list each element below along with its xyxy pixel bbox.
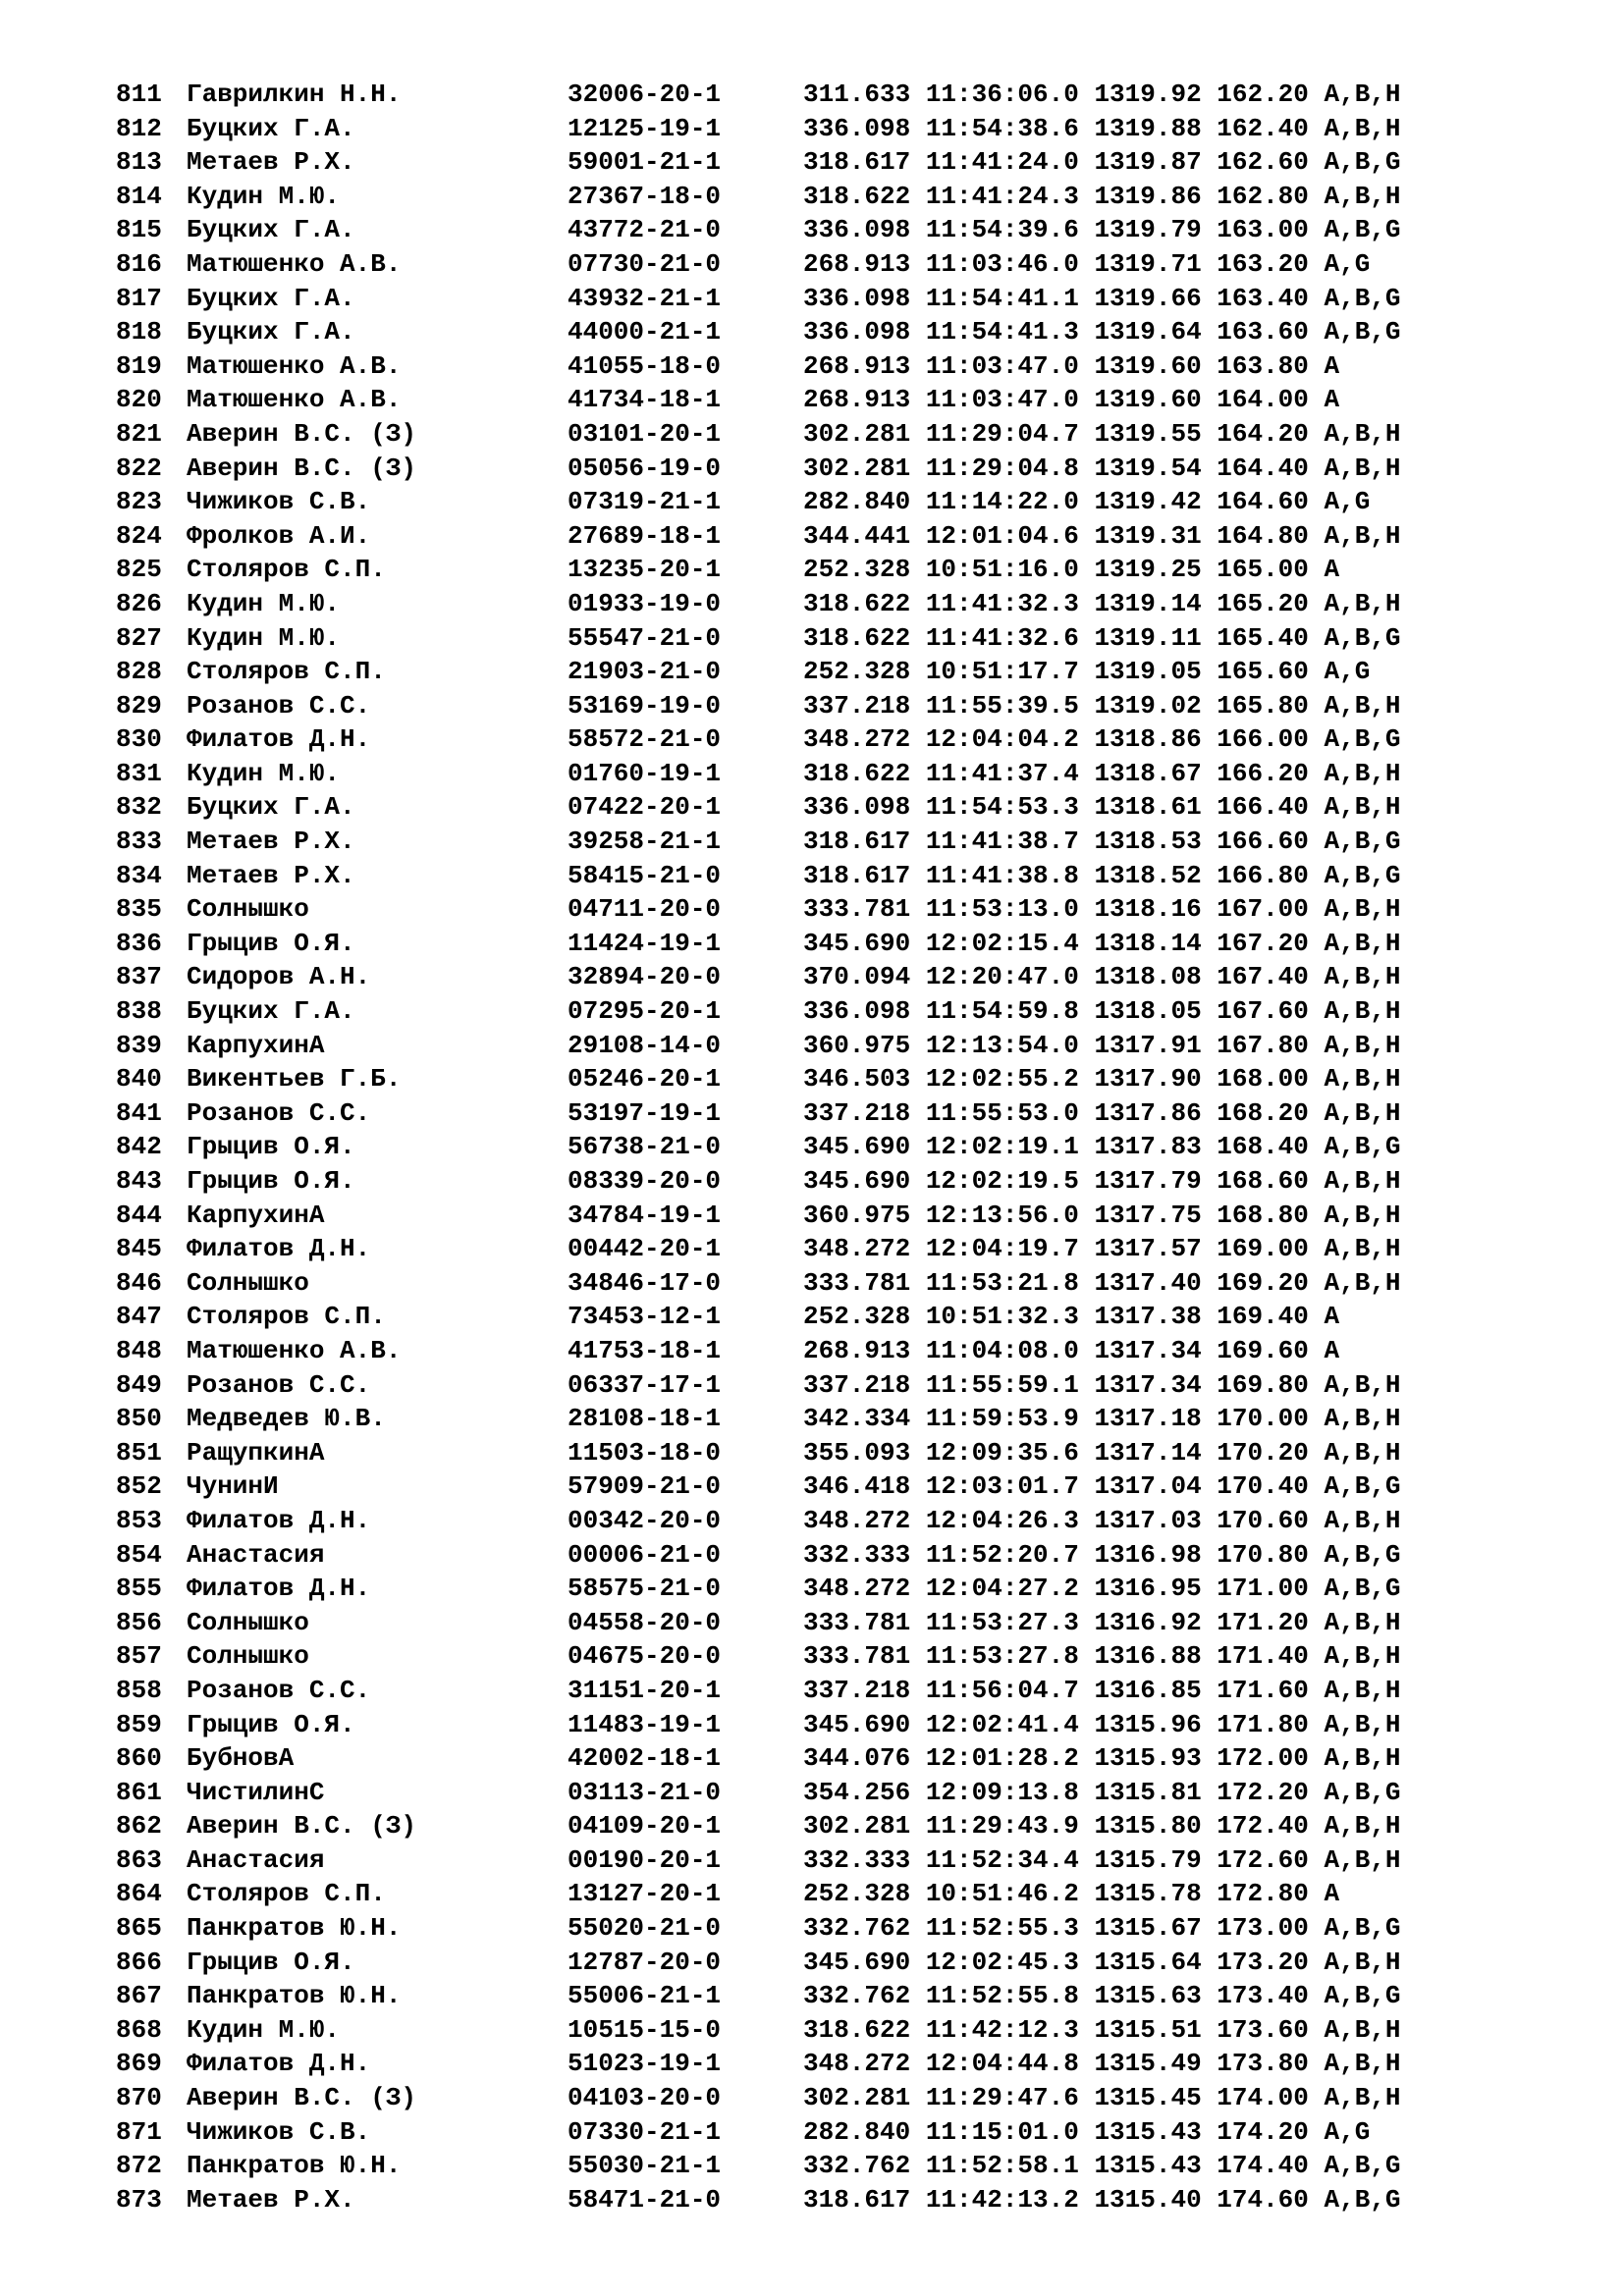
measurement-values: 252.328 10:51:17.7 1319.05 165.60 A,G: [803, 657, 1371, 687]
record-id: 41734-18-1: [568, 385, 722, 415]
measurement-values: 302.281 11:29:04.8 1319.54 164.40 A,B,H: [803, 453, 1401, 483]
observer-name: РащупкинА: [187, 1437, 325, 1468]
row-number: 863: [116, 1844, 162, 1875]
record-id: 39258-21-1: [568, 827, 722, 857]
record-id: 21903-21-0: [568, 657, 722, 687]
record-id: 10515-15-0: [568, 2014, 722, 2045]
row-number: 857: [116, 1641, 162, 1672]
observer-name: Розанов С.С.: [187, 1097, 371, 1128]
record-id: 42002-18-1: [568, 1743, 722, 1774]
record-id: 05056-19-0: [568, 453, 722, 483]
observer-name: Аверин В.С. (З): [187, 2083, 417, 2113]
measurement-values: 268.913 11:03:47.0 1319.60 163.80 A: [803, 350, 1340, 381]
observer-name: Сидоров А.Н.: [187, 962, 371, 992]
record-id: 32006-20-1: [568, 80, 722, 109]
measurement-values: 348.272 12:04:27.2 1316.95 171.00 A,B,G: [803, 1574, 1401, 1604]
observer-name: Панкратов Ю.Н.: [187, 1913, 402, 1944]
row-number: 825: [116, 555, 162, 585]
record-id: 00006-21-0: [568, 1539, 722, 1570]
observer-name: Матюшенко А.В.: [187, 350, 402, 381]
measurement-values: 345.690 12:02:15.4 1318.14 167.20 A,B,H: [803, 928, 1401, 958]
row-number: 828: [116, 657, 162, 687]
row-number: 834: [116, 860, 162, 890]
observer-name: Панкратов Ю.Н.: [187, 1981, 402, 2011]
row-number: 844: [116, 1200, 162, 1230]
record-id: 13127-20-1: [568, 1879, 722, 1909]
row-number: 861: [116, 1777, 162, 1807]
row-number: 817: [116, 283, 162, 313]
observer-name: Столяров С.П.: [187, 657, 386, 687]
row-number: 815: [116, 215, 162, 245]
record-id: 58415-21-0: [568, 860, 722, 890]
row-number: 849: [116, 1369, 162, 1400]
measurement-values: 336.098 11:54:38.6 1319.88 162.40 A,B,H: [803, 113, 1401, 143]
observer-name: Буцких Г.А.: [187, 215, 355, 245]
measurement-values: 336.098 11:54:53.3 1318.61 166.40 A,B,H: [803, 792, 1401, 823]
row-number: 823: [116, 487, 162, 517]
measurement-values: 302.281 11:29:04.7 1319.55 164.20 A,B,H: [803, 418, 1401, 449]
record-id: 55020-21-0: [568, 1913, 722, 1944]
measurement-values: 348.272 12:04:04.2 1318.86 166.00 A,B,G: [803, 724, 1401, 755]
row-number: 835: [116, 894, 162, 925]
observer-name: Солнышко: [187, 1607, 309, 1637]
observer-name: Фролков А.И.: [187, 520, 371, 551]
row-number: 872: [116, 2151, 162, 2181]
row-number: 822: [116, 453, 162, 483]
observer-name: Матюшенко А.В.: [187, 1335, 402, 1365]
measurement-values: 336.098 11:54:39.6 1319.79 163.00 A,B,G: [803, 215, 1401, 245]
record-id: 73453-12-1: [568, 1302, 722, 1332]
measurement-values: 332.333 11:52:34.4 1315.79 172.60 A,B,H: [803, 1844, 1401, 1875]
record-id: 27689-18-1: [568, 520, 722, 551]
measurement-values: 302.281 11:29:43.9 1315.80 172.40 A,B,H: [803, 1811, 1401, 1842]
row-number: 865: [116, 1913, 162, 1944]
observer-name: ЧистилинС: [187, 1777, 325, 1807]
record-id: 05246-20-1: [568, 1064, 722, 1095]
row-number: 858: [116, 1675, 162, 1705]
row-number: 847: [116, 1302, 162, 1332]
record-id: 04103-20-0: [568, 2083, 722, 2113]
measurement-values: 360.975 12:13:54.0 1317.91 167.80 A,B,H: [803, 1030, 1401, 1060]
observer-name: Метаев Р.Х.: [187, 827, 355, 857]
record-id: 34846-17-0: [568, 1267, 722, 1298]
row-number: 820: [116, 385, 162, 415]
row-number: 831: [116, 758, 162, 788]
observer-name: Солнышко: [187, 1267, 309, 1298]
record-id: 12125-19-1: [568, 113, 722, 143]
observer-name: Метаев Р.Х.: [187, 860, 355, 890]
measurement-values: 318.622 11:41:24.3 1319.86 162.80 A,B,H: [803, 181, 1401, 211]
observer-name: Буцких Г.А.: [187, 283, 355, 313]
measurement-values: 333.781 11:53:27.8 1316.88 171.40 A,B,H: [803, 1641, 1401, 1672]
row-number: 826: [116, 588, 162, 618]
row-number: 821: [116, 418, 162, 449]
row-number: 845: [116, 1234, 162, 1264]
measurement-values: 333.781 11:53:21.8 1317.40 169.20 A,B,H: [803, 1267, 1401, 1298]
measurement-values: 342.334 11:59:53.9 1317.18 170.00 A,B,H: [803, 1404, 1401, 1434]
row-number: 868: [116, 2014, 162, 2045]
observer-name: Столяров С.П.: [187, 1302, 386, 1332]
row-number: 873: [116, 2184, 162, 2215]
record-id: 04711-20-0: [568, 894, 722, 925]
measurement-values: 332.333 11:52:20.7 1316.98 170.80 A,B,G: [803, 1539, 1401, 1570]
observer-name: Буцких Г.А.: [187, 792, 355, 823]
record-id: 53197-19-1: [568, 1097, 722, 1128]
record-id: 00442-20-1: [568, 1234, 722, 1264]
measurement-values: 337.218 11:55:39.5 1319.02 165.80 A,B,H: [803, 690, 1401, 721]
measurement-values: 346.503 12:02:55.2 1317.90 168.00 A,B,H: [803, 1064, 1401, 1095]
row-number: 812: [116, 113, 162, 143]
record-id: 01760-19-1: [568, 758, 722, 788]
measurement-values: 318.622 11:42:12.3 1315.51 173.60 A,B,H: [803, 2014, 1401, 2045]
record-id: 57909-21-0: [568, 1471, 722, 1502]
row-number: 813: [116, 147, 162, 178]
observer-name: Грыцив О.Я.: [187, 1709, 355, 1739]
row-number: 862: [116, 1811, 162, 1842]
observer-name: Грыцив О.Я.: [187, 1132, 355, 1162]
measurement-values: 348.272 12:04:44.8 1315.49 173.80 A,B,H: [803, 2049, 1401, 2079]
record-id: 27367-18-0: [568, 181, 722, 211]
measurement-values: 345.690 12:02:41.4 1315.96 171.80 A,B,H: [803, 1709, 1401, 1739]
measurement-values: 311.633 11:36:06.0 1319.92 162.20 A,B,H: [803, 80, 1401, 109]
observer-name: Филатов Д.Н.: [187, 724, 371, 755]
measurement-values: 252.328 10:51:16.0 1319.25 165.00 A: [803, 555, 1340, 585]
observer-name: ЧунинИ: [187, 1471, 279, 1502]
measurement-values: 318.622 11:41:32.6 1319.11 165.40 A,B,G: [803, 622, 1401, 653]
observer-name: Кудин М.Ю.: [187, 2014, 341, 2045]
row-number: 832: [116, 792, 162, 823]
measurement-values: 268.913 11:03:47.0 1319.60 164.00 A: [803, 385, 1340, 415]
record-id: 11483-19-1: [568, 1709, 722, 1739]
measurement-values: 344.441 12:01:04.6 1319.31 164.80 A,B,H: [803, 520, 1401, 551]
observer-name: Аверин В.С. (З): [187, 1811, 417, 1842]
record-id: 11503-18-0: [568, 1437, 722, 1468]
record-id: 31151-20-1: [568, 1675, 722, 1705]
observer-name: БубновА: [187, 1743, 295, 1774]
record-id: 55006-21-1: [568, 1981, 722, 2011]
observer-name: Столяров С.П.: [187, 555, 386, 585]
observer-name: Буцких Г.А.: [187, 996, 355, 1027]
measurement-values: 252.328 10:51:32.3 1317.38 169.40 A: [803, 1302, 1340, 1332]
observer-name: Гаврилкин Н.Н.: [187, 80, 402, 109]
observer-name: Кудин М.Ю.: [187, 588, 341, 618]
record-id: 11424-19-1: [568, 928, 722, 958]
measurement-values: 318.622 11:41:37.4 1318.67 166.20 A,B,H: [803, 758, 1401, 788]
observer-name: Аверин В.С. (З): [187, 418, 417, 449]
record-id: 07295-20-1: [568, 996, 722, 1027]
observer-name: Буцких Г.А.: [187, 113, 355, 143]
observer-name: Грыцив О.Я.: [187, 1947, 355, 1977]
measurement-values: 252.328 10:51:46.2 1315.78 172.80 A: [803, 1879, 1340, 1909]
record-id: 53169-19-0: [568, 690, 722, 721]
record-id: 58575-21-0: [568, 1574, 722, 1604]
row-number: 870: [116, 2083, 162, 2113]
record-id: 07730-21-0: [568, 248, 722, 279]
row-number: 824: [116, 520, 162, 551]
record-id: 34784-19-1: [568, 1200, 722, 1230]
measurement-values: 355.093 12:09:35.6 1317.14 170.20 A,B,H: [803, 1437, 1401, 1468]
measurement-values: 370.094 12:20:47.0 1318.08 167.40 A,B,H: [803, 962, 1401, 992]
observer-name: Филатов Д.Н.: [187, 1505, 371, 1535]
observer-name: Солнышко: [187, 894, 309, 925]
observer-name: Розанов С.С.: [187, 1675, 371, 1705]
row-number: 859: [116, 1709, 162, 1739]
row-number: 853: [116, 1505, 162, 1535]
row-number: 827: [116, 622, 162, 653]
measurement-values: 345.690 12:02:45.3 1315.64 173.20 A,B,H: [803, 1947, 1401, 1977]
observer-name: Анастасия: [187, 1844, 325, 1875]
row-number: 837: [116, 962, 162, 992]
observer-name: Филатов Д.Н.: [187, 2049, 371, 2079]
record-id: 51023-19-1: [568, 2049, 722, 2079]
observer-name: Викентьев Г.Б.: [187, 1064, 402, 1095]
row-number: 848: [116, 1335, 162, 1365]
record-id: 29108-14-0: [568, 1030, 722, 1060]
measurement-values: 337.218 11:56:04.7 1316.85 171.60 A,B,H: [803, 1675, 1401, 1705]
measurement-values: 354.256 12:09:13.8 1315.81 172.20 A,B,G: [803, 1777, 1401, 1807]
measurement-values: 336.098 11:54:41.1 1319.66 163.40 A,B,G: [803, 283, 1401, 313]
record-id: 41055-18-0: [568, 350, 722, 381]
row-number: 866: [116, 1947, 162, 1977]
record-id: 58572-21-0: [568, 724, 722, 755]
measurement-values: 345.690 12:02:19.1 1317.83 168.40 A,B,G: [803, 1132, 1401, 1162]
observer-name: Кудин М.Ю.: [187, 181, 341, 211]
record-id: 43932-21-1: [568, 283, 722, 313]
record-id: 07319-21-1: [568, 487, 722, 517]
row-number: 819: [116, 350, 162, 381]
observer-name: Филатов Д.Н.: [187, 1234, 371, 1264]
record-id: 07330-21-1: [568, 2116, 722, 2147]
record-id: 55030-21-1: [568, 2151, 722, 2181]
row-number: 851: [116, 1437, 162, 1468]
measurement-values: 346.418 12:03:01.7 1317.04 170.40 A,B,G: [803, 1471, 1401, 1502]
record-id: 12787-20-0: [568, 1947, 722, 1977]
row-number: 867: [116, 1981, 162, 2011]
row-number: 816: [116, 248, 162, 279]
observer-name: КарпухинА: [187, 1030, 325, 1060]
measurement-values: 360.975 12:13:56.0 1317.75 168.80 A,B,H: [803, 1200, 1401, 1230]
observer-name: Чижиков С.В.: [187, 2116, 371, 2147]
measurement-values: 333.781 11:53:13.0 1318.16 167.00 A,B,H: [803, 894, 1401, 925]
row-number: 860: [116, 1743, 162, 1774]
record-id: 01933-19-0: [568, 588, 722, 618]
measurement-values: 318.617 11:42:13.2 1315.40 174.60 A,B,G: [803, 2184, 1401, 2215]
row-number: 830: [116, 724, 162, 755]
record-id: 28108-18-1: [568, 1404, 722, 1434]
observer-name: Грыцив О.Я.: [187, 1166, 355, 1196]
observer-name: Матюшенко А.В.: [187, 385, 402, 415]
row-number: 811: [116, 80, 162, 109]
measurement-values: 344.076 12:01:28.2 1315.93 172.00 A,B,H: [803, 1743, 1401, 1774]
record-id: 03113-21-0: [568, 1777, 722, 1807]
measurement-values: 332.762 11:52:55.3 1315.67 173.00 A,B,G: [803, 1913, 1401, 1944]
record-id: 04675-20-0: [568, 1641, 722, 1672]
record-id: 41753-18-1: [568, 1335, 722, 1365]
observer-name: КарпухинА: [187, 1200, 325, 1230]
record-id: 07422-20-1: [568, 792, 722, 823]
record-id: 58471-21-0: [568, 2184, 722, 2215]
observer-name: Солнышко: [187, 1641, 309, 1672]
row-number: 841: [116, 1097, 162, 1128]
row-number: 855: [116, 1574, 162, 1604]
measurement-values: 318.617 11:41:38.7 1318.53 166.60 A,B,G: [803, 827, 1401, 857]
observer-name: Метаев Р.Х.: [187, 147, 355, 178]
measurement-values: 332.762 11:52:58.1 1315.43 174.40 A,B,G: [803, 2151, 1401, 2181]
row-number: 856: [116, 1607, 162, 1637]
measurement-values: 318.622 11:41:32.3 1319.14 165.20 A,B,H: [803, 588, 1401, 618]
measurement-values: 318.617 11:41:24.0 1319.87 162.60 A,B,G: [803, 147, 1401, 178]
row-number: 814: [116, 181, 162, 211]
record-id: 03101-20-1: [568, 418, 722, 449]
observer-name: Кудин М.Ю.: [187, 622, 341, 653]
record-id: 00342-20-0: [568, 1505, 722, 1535]
observer-name: Грыцив О.Я.: [187, 928, 355, 958]
record-id: 59001-21-1: [568, 147, 722, 178]
record-id: 56738-21-0: [568, 1132, 722, 1162]
measurement-values: 337.218 11:55:59.1 1317.34 169.80 A,B,H: [803, 1369, 1401, 1400]
observer-name: Столяров С.П.: [187, 1879, 386, 1909]
record-id: 04109-20-1: [568, 1811, 722, 1842]
measurement-values: 348.272 12:04:19.7 1317.57 169.00 A,B,H: [803, 1234, 1401, 1264]
observer-name: Аверин В.С. (З): [187, 453, 417, 483]
measurement-values: 348.272 12:04:26.3 1317.03 170.60 A,B,H: [803, 1505, 1401, 1535]
record-id: 13235-20-1: [568, 555, 722, 585]
measurement-values: 333.781 11:53:27.3 1316.92 171.20 A,B,H: [803, 1607, 1401, 1637]
record-id: 55547-21-0: [568, 622, 722, 653]
measurement-values: 318.617 11:41:38.8 1318.52 166.80 A,B,G: [803, 860, 1401, 890]
row-number: 836: [116, 928, 162, 958]
measurement-values: 345.690 12:02:19.5 1317.79 168.60 A,B,H: [803, 1166, 1401, 1196]
row-number: 829: [116, 690, 162, 721]
row-number: 864: [116, 1879, 162, 1909]
measurement-values: 302.281 11:29:47.6 1315.45 174.00 A,B,H: [803, 2083, 1401, 2113]
row-number: 839: [116, 1030, 162, 1060]
observer-name: Буцких Г.А.: [187, 317, 355, 347]
measurement-values: 282.840 11:15:01.0 1315.43 174.20 A,G: [803, 2116, 1371, 2147]
observer-name: Кудин М.Ю.: [187, 758, 341, 788]
record-id: 06337-17-1: [568, 1369, 722, 1400]
record-id: 43772-21-0: [568, 215, 722, 245]
row-number: 843: [116, 1166, 162, 1196]
observer-name: Розанов С.С.: [187, 1369, 371, 1400]
observer-name: Филатов Д.Н.: [187, 1574, 371, 1604]
row-number: 869: [116, 2049, 162, 2079]
observer-name: Чижиков С.В.: [187, 487, 371, 517]
observer-name: Панкратов Ю.Н.: [187, 2151, 402, 2181]
row-number: 852: [116, 1471, 162, 1502]
row-number: 846: [116, 1267, 162, 1298]
observer-name: Анастасия: [187, 1539, 325, 1570]
row-number: 842: [116, 1132, 162, 1162]
measurement-values: 337.218 11:55:53.0 1317.86 168.20 A,B,H: [803, 1097, 1401, 1128]
measurement-values: 268.913 11:04:08.0 1317.34 169.60 A: [803, 1335, 1340, 1365]
record-id: 00190-20-1: [568, 1844, 722, 1875]
record-id: 04558-20-0: [568, 1607, 722, 1637]
observer-name: Медведев Ю.В.: [187, 1404, 386, 1434]
record-id: 44000-21-1: [568, 317, 722, 347]
row-number: 838: [116, 996, 162, 1027]
observer-name: Матюшенко А.В.: [187, 248, 402, 279]
row-number: 850: [116, 1404, 162, 1434]
measurement-values: 336.098 11:54:59.8 1318.05 167.60 A,B,H: [803, 996, 1401, 1027]
row-number: 840: [116, 1064, 162, 1095]
measurement-values: 336.098 11:54:41.3 1319.64 163.60 A,B,G: [803, 317, 1401, 347]
row-number: 833: [116, 827, 162, 857]
observer-name: Розанов С.С.: [187, 690, 371, 721]
observer-name: Метаев Р.Х.: [187, 2184, 355, 2215]
row-number: 854: [116, 1539, 162, 1570]
measurement-values: 332.762 11:52:55.8 1315.63 173.40 A,B,G: [803, 1981, 1401, 2011]
row-number: 871: [116, 2116, 162, 2147]
measurement-values: 268.913 11:03:46.0 1319.71 163.20 A,G: [803, 248, 1371, 279]
record-id: 08339-20-0: [568, 1166, 722, 1196]
row-number: 818: [116, 317, 162, 347]
record-id: 32894-20-0: [568, 962, 722, 992]
measurement-values: 282.840 11:14:22.0 1319.42 164.60 A,G: [803, 487, 1371, 517]
